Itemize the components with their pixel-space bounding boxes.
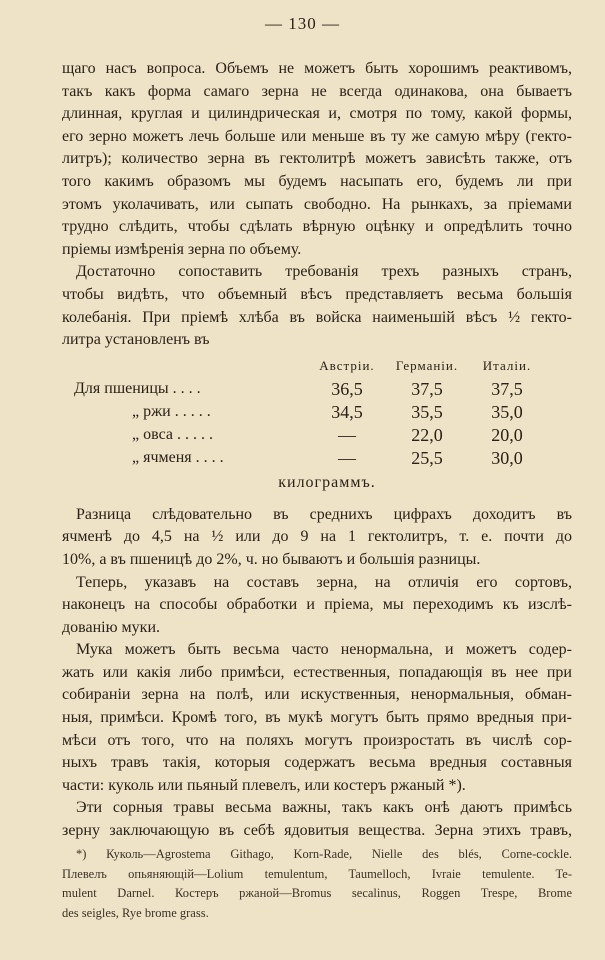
- table-cell: —: [338, 448, 356, 469]
- table-cell: —: [338, 425, 356, 446]
- text-line: ныя, примѣси. Кромѣ того, въ мукѣ могутъ быть прямо вредныя при-: [62, 709, 572, 727]
- text-line: длинная, круглая и цилиндрическая и, смотря по тому, какой формы,: [62, 105, 572, 123]
- text-line: такъ какъ форма самаго зерна не всегда одинакова, она бываетъ: [62, 82, 572, 100]
- text-line: этомъ уколачивать, или сыпать свободно. На рынкахъ, за пріемами: [62, 195, 572, 213]
- row-label: „ овса . . . . .: [132, 426, 213, 444]
- paragraph-2: [62, 261, 572, 351]
- paragraph-6: [62, 797, 572, 842]
- column-header: Германіи.: [395, 358, 459, 374]
- text-line: колебанія. При пріемѣ хлѣба въ войска наименьшій вѣсъ ½ гекто-: [62, 308, 572, 326]
- paragraph-3: [62, 504, 572, 572]
- table-cell: 30,0: [491, 448, 523, 469]
- text-line: чтобы видѣть, что объемный вѣсъ представляетъ весьма большія: [62, 285, 572, 303]
- main-text: [62, 58, 572, 843]
- text-line: литръ); количество зерна въ гектолитрѣ можетъ зависѣть также, отъ: [62, 150, 572, 168]
- paragraph-4: [62, 572, 572, 640]
- row-label: Для пшеницы . . . .: [74, 380, 201, 398]
- footnote: [62, 845, 572, 923]
- text-line: зерну заключающую въ себѣ ядовитыя вещества. Зерна этихъ травъ,: [62, 822, 572, 840]
- table-row: [62, 424, 572, 447]
- table-cell: 35,0: [491, 402, 523, 423]
- text-line: трудно слѣдить, чтобы сдѣлать вѣрную оцѣнку и опредѣлить точно: [62, 218, 572, 236]
- footnote-line: mulent Darnel. Костеръ ржаной—Bromus secalinus, Roggen Trespe, Brome: [62, 886, 572, 900]
- table-cell: 20,0: [491, 425, 523, 446]
- text-line: Эти сорныя травы весьма важны, такъ какъ онѣ даютъ примѣсь: [76, 799, 572, 817]
- text-line: мѣси отъ того, что на поляхъ могутъ произростать въ числѣ сор-: [62, 731, 572, 749]
- text-line: собираніи зерна на полѣ, или искуственныя, ненормальныя, обман-: [62, 686, 572, 704]
- footnote-line: *) Куколь—Agrostema Githago, Korn-Rade, Nielle des blés, Corne-cockle.: [76, 847, 572, 861]
- table-cell: 36,5: [331, 379, 363, 400]
- text-line: 10%, а въ пшеницѣ до 2%, ч. но бываютъ и большія разницы.: [62, 550, 481, 568]
- text-line: дованію муки.: [62, 618, 161, 636]
- text-line: ячменѣ до 4,5 на ½ или до 9 на 1 гектолитръ, т. е. почти до: [62, 528, 572, 546]
- text-line: Теперь, указавъ на составъ зерна, на отличія его сортовъ,: [76, 573, 572, 591]
- table-cell: 35,5: [411, 402, 443, 423]
- text-line: пріемы измѣренія зерна по объему.: [62, 240, 302, 258]
- text-line: жать или какія либо примѣси, естественныя, попадающія въ нее при: [62, 663, 572, 681]
- footnote-line: Плевелъ опьяняющій—Lolium temulentum, Taumelloch, Ivraie temulente. Te-: [62, 866, 572, 881]
- row-label: „ ячменя . . . .: [132, 449, 224, 467]
- text-line: его зерно можетъ лечь больше или меньше въ ту же самую мѣру (гекто-: [62, 127, 572, 145]
- text-line: того какимъ образомъ мы будемъ насыпать его, будемъ ли при: [62, 172, 572, 190]
- table-header: [62, 358, 572, 378]
- table-cell: 22,0: [411, 425, 443, 446]
- table-row: [62, 401, 572, 424]
- text-line: части: куколь или пьяный плевелъ, или костеръ ржаный *).: [62, 776, 466, 794]
- weight-table: [62, 358, 572, 496]
- footnote-line: des seigles, Rye brome grass.: [62, 905, 209, 920]
- text-line: наконецъ на способы обработки и пріема, мы переходимъ къ изслѣ-: [62, 596, 572, 614]
- column-header: Италіи.: [482, 358, 532, 374]
- table-unit: килограммъ.: [278, 473, 376, 491]
- text-line: Мука можетъ быть весьма часто ненормальна, и можетъ содер-: [76, 641, 572, 659]
- column-header: Австріи.: [319, 358, 375, 374]
- text-line: литра установленъ въ: [62, 331, 210, 349]
- table-cell: 37,5: [411, 379, 443, 400]
- table-cell: 37,5: [491, 379, 523, 400]
- text-line: ныхъ травъ такія, которыя содержатъ весьма вредныя составныя: [62, 754, 572, 772]
- table-row: [62, 447, 572, 470]
- text-line: Достаточно сопоставить требованія трехъ разныхъ странъ,: [76, 263, 572, 281]
- text-line: щаго насъ вопроса. Объемъ не можетъ быть хорошимъ реактивомъ,: [62, 60, 572, 77]
- table-cell: 34,5: [331, 402, 363, 423]
- table-row: [62, 378, 572, 401]
- paragraph-5: [62, 639, 572, 797]
- page-number: — 130 —: [265, 14, 340, 33]
- text-line: Разница слѣдовательно въ среднихъ цифрахъ доходитъ въ: [76, 505, 572, 523]
- paragraph-1: [62, 58, 572, 261]
- table-cell: 25,5: [411, 448, 443, 469]
- row-label: „ ржи . . . . .: [132, 403, 211, 421]
